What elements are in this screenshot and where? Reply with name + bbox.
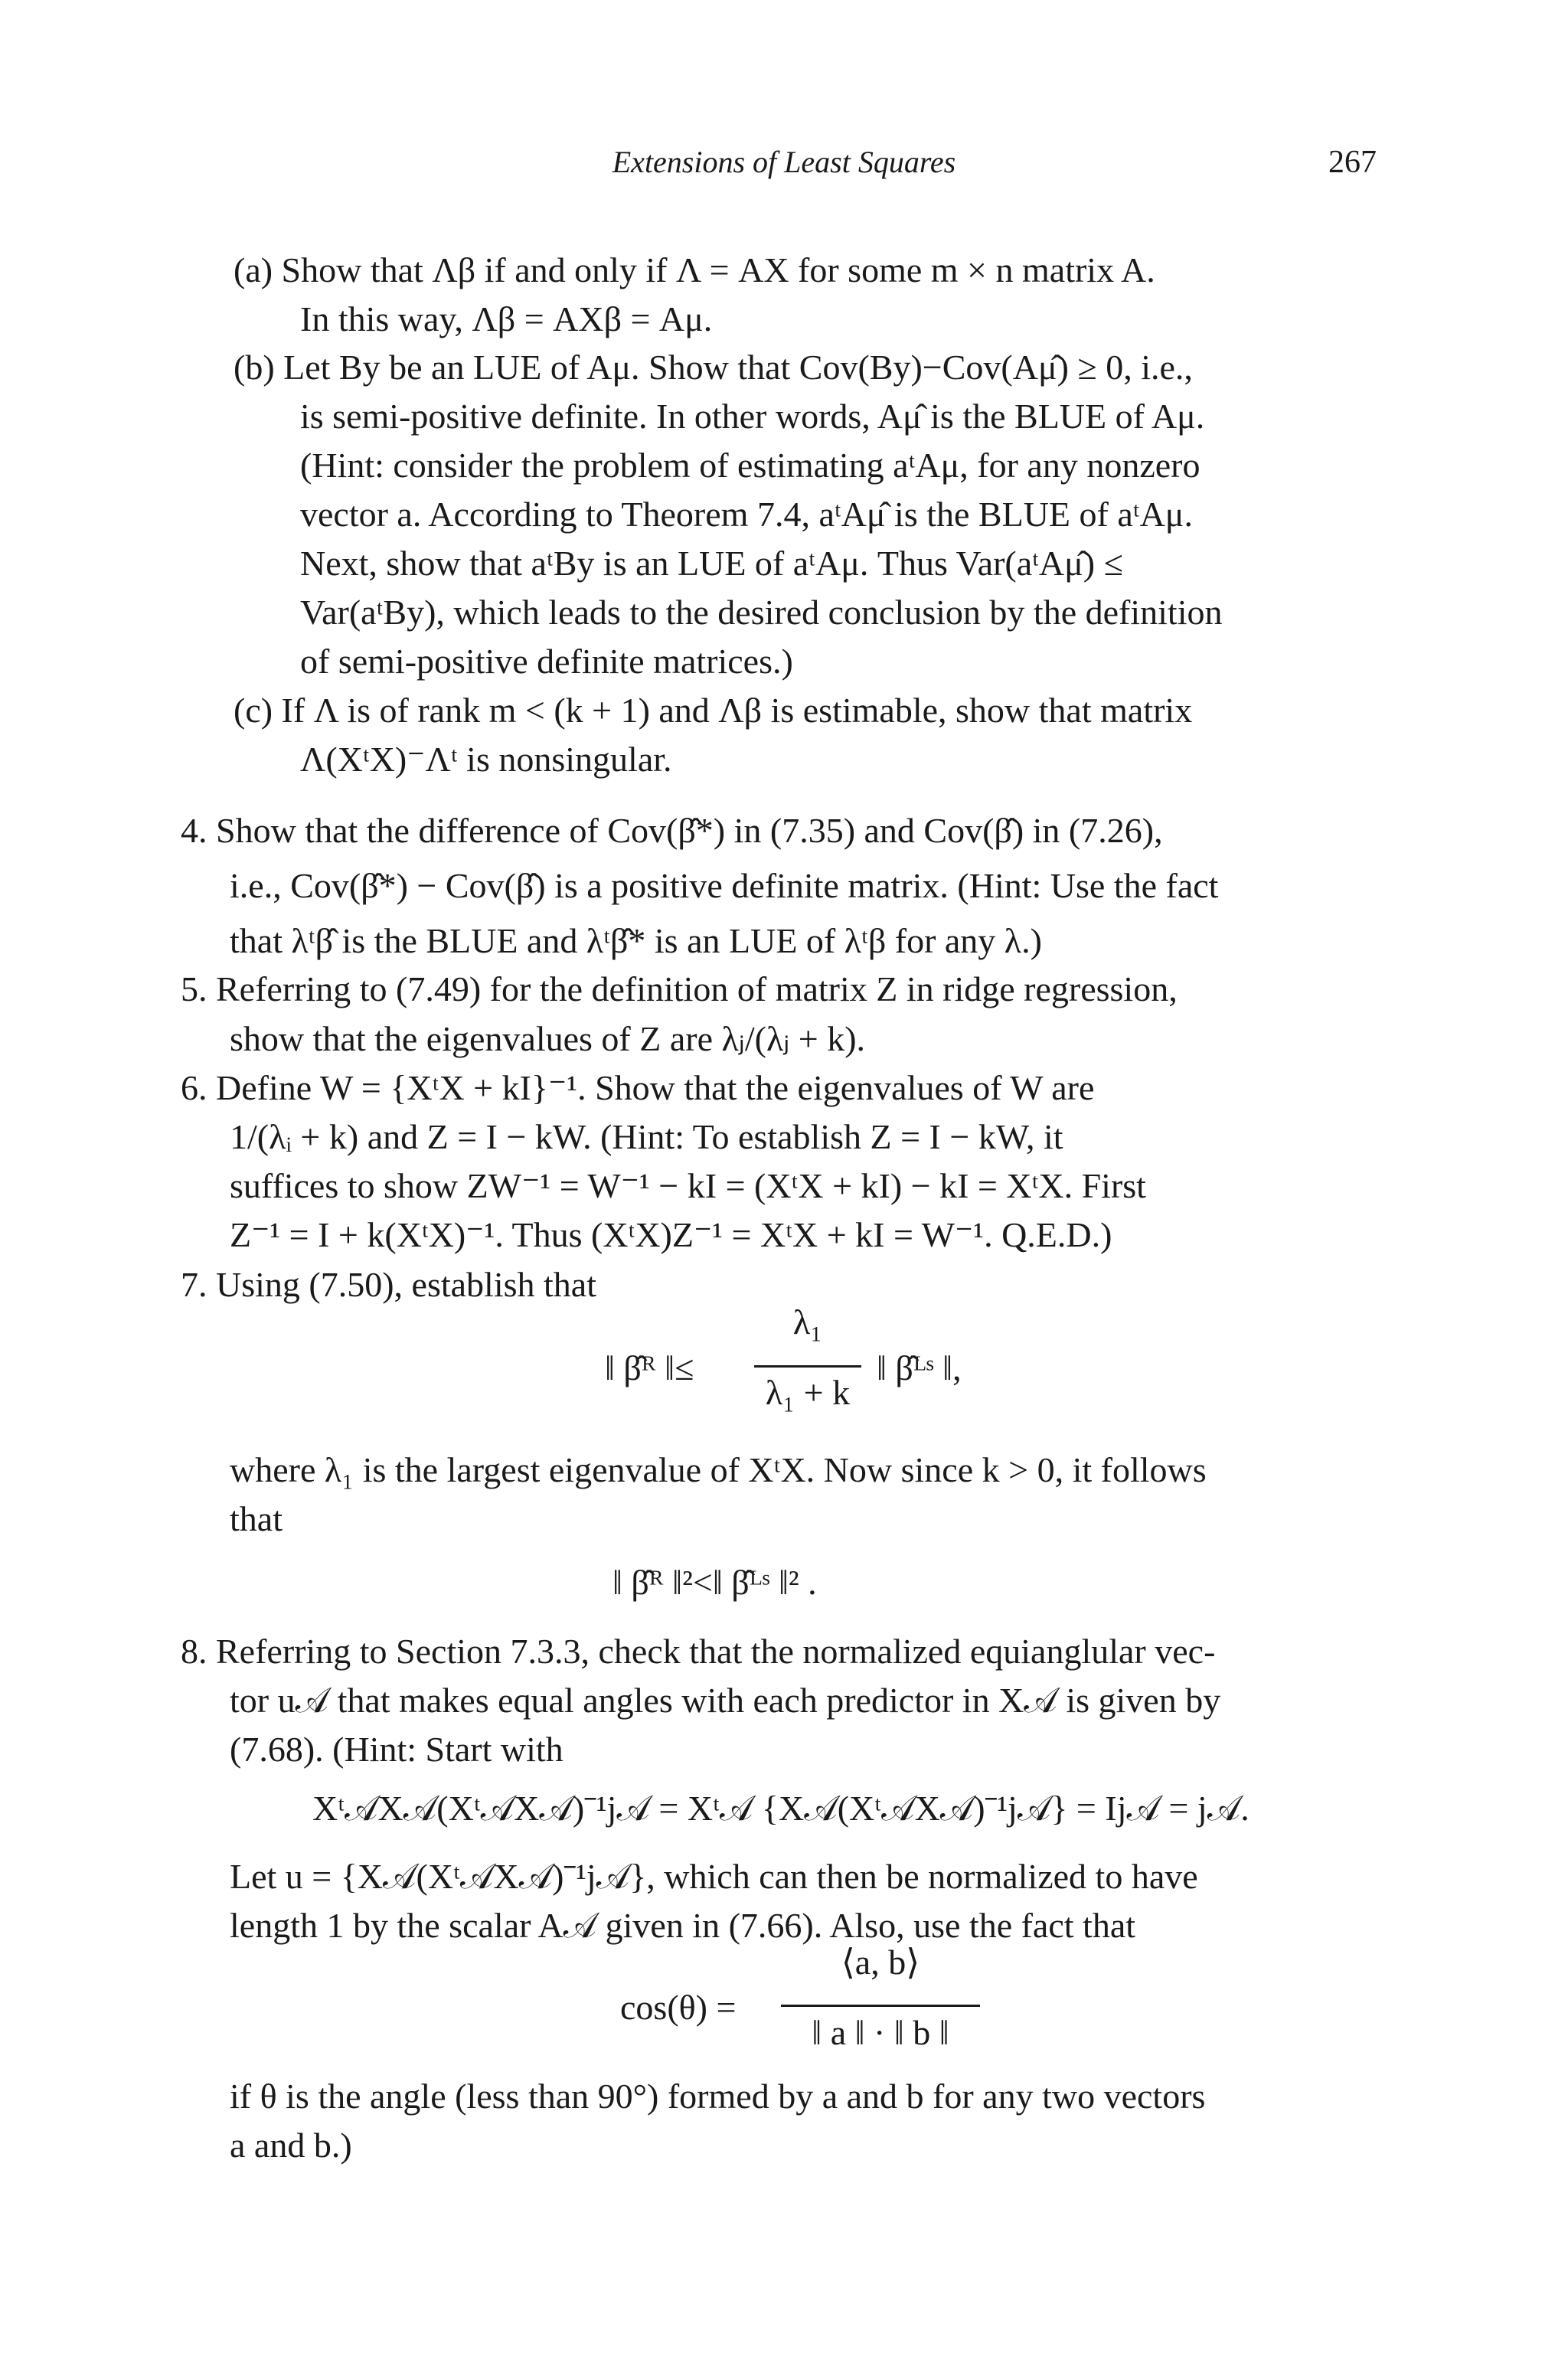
item-a-line-1: (a) Show that Λβ if and only if Λ = AX for some m × n matrix A.: [234, 250, 1155, 289]
eq7-left: ‖ β̂ᴿ ‖≤: [605, 1348, 694, 1387]
item-6-line-1: 6. Define W = {XᵗX + kI}⁻¹. Show that the eigenvalues of W are: [181, 1068, 1095, 1107]
eq-cos-numerator: ⟨a, b⟩: [841, 1943, 920, 1982]
item-c-line-1: (c) If Λ is of rank m < (k + 1) and Λβ is estimable, show that matrix: [234, 691, 1193, 730]
item-8-line-2: tor u𝒜 that makes equal angles with each predictor in X𝒜 is given by: [230, 1681, 1221, 1720]
item-7-line-1: 7. Using (7.50), establish that: [181, 1265, 596, 1304]
eq7-denominator: λ₁ + k: [765, 1373, 851, 1412]
item-8-cont-line-1: Let u = {X𝒜(Xᵗ𝒜X𝒜)⁻¹j𝒜}, which can then be normalized to have: [230, 1857, 1198, 1896]
item-b-line-6: Var(aᵗBy), which leads to the desired conclusion by the definition: [300, 593, 1223, 632]
item-7-cont-line-2: that: [230, 1499, 283, 1538]
item-6-line-4: Z⁻¹ = I + k(XᵗX)⁻¹. Thus (XᵗX)Z⁻¹ = XᵗX + kI = W⁻¹. Q.E.D.): [230, 1215, 1112, 1254]
item-7-cont-line-1: where λ₁ is the largest eigenvalue of XᵗX. Now since k > 0, it follows: [230, 1450, 1207, 1489]
item-c-line-2: Λ(XᵗX)⁻Λᵗ is nonsingular.: [300, 740, 672, 779]
eq-cos-fraction-bar: [781, 2005, 980, 2007]
eq-cos-left: cos(θ) =: [620, 1988, 737, 2027]
eq7-numerator: λ₁: [792, 1302, 823, 1341]
item-6-line-3: suffices to show ZW⁻¹ = W⁻¹ − kI = (XᵗX + kI) − kI = XᵗX. First: [230, 1166, 1146, 1205]
item-b-line-2: is semi-positive definite. In other words, Aμ̂ is the BLUE of Aμ.: [300, 397, 1205, 436]
eq7-fraction-bar: [754, 1365, 861, 1368]
item-8-end-line-2: a and b.): [230, 2126, 352, 2165]
item-8-line-1: 8. Referring to Section 7.3.3, check that the normalized equianglular vec-: [181, 1632, 1216, 1671]
running-header-title: Extensions of Least Squares: [612, 145, 956, 179]
item-b-line-7: of semi-positive definite matrices.): [300, 642, 793, 681]
item-8-end-line-1: if θ is the angle (less than 90°) formed by a and b for any two vectors: [230, 2077, 1206, 2116]
item-6-line-2: 1/(λᵢ + k) and Z = I − kW. (Hint: To establish Z = I − kW, it: [230, 1117, 1063, 1156]
item-b-line-3: (Hint: consider the problem of estimating aᵗAμ, for any nonzero: [300, 446, 1200, 485]
item-a-line-2: In this way, Λβ = AXβ = Aμ.: [300, 299, 713, 338]
item-b-line-5: Next, show that aᵗBy is an LUE of aᵗAμ. Thus Var(aᵗAμ̂) ≤: [300, 544, 1123, 583]
page-number: 267: [1328, 145, 1377, 180]
item-4-line-3: that λᵗβ̂ is the BLUE and λᵗβ̂* is an LUE of λᵗβ for any λ.): [230, 921, 1042, 960]
item-5-line-2: show that the eigenvalues of Z are λⱼ/(λⱼ + k).: [230, 1019, 866, 1058]
item-8-cont-line-2: length 1 by the scalar A𝒜 given in (7.66). Also, use the fact that: [230, 1906, 1136, 1945]
eq7-right: ‖ β̂ᴸˢ ‖,: [877, 1348, 962, 1387]
item-5-line-1: 5. Referring to (7.49) for the definition of matrix Z in ridge regression,: [181, 969, 1178, 1008]
eq8: Xᵗ𝒜X𝒜(Xᵗ𝒜X𝒜)⁻¹j𝒜 = Xᵗ𝒜 {X𝒜(Xᵗ𝒜X𝒜)⁻¹j𝒜} = Ij𝒜 = j𝒜.: [312, 1789, 1250, 1828]
eq7b: ‖ β̂ᴿ ‖²<‖ β̂ᴸˢ ‖² .: [612, 1563, 817, 1602]
item-4-line-2: i.e., Cov(β̂*) − Cov(β̂) is a positive definite matrix. (Hint: Use the fact: [230, 866, 1219, 905]
eq-cos-denominator: ‖ a ‖ · ‖ b ‖: [812, 2013, 949, 2052]
item-4-line-1: 4. Show that the difference of Cov(β̂*) in (7.35) and Cov(β̂) in (7.26),: [181, 811, 1163, 850]
item-b-line-4: vector a. According to Theorem 7.4, aᵗAμ̂ is the BLUE of aᵗAμ.: [300, 495, 1193, 534]
item-b-line-1: (b) Let By be an LUE of Aμ. Show that Cov(By)−Cov(Aμ̂) ≥ 0, i.e.,: [234, 348, 1193, 387]
item-8-line-3: (7.68). (Hint: Start with: [230, 1730, 564, 1769]
